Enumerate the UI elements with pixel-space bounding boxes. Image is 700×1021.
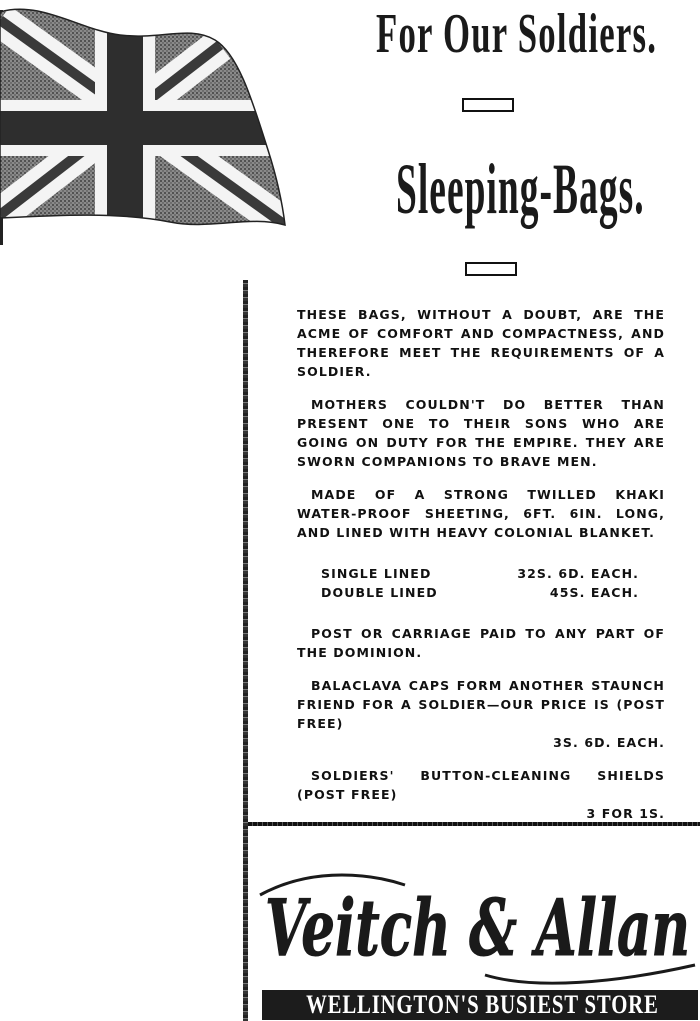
store-banner-text: WELLINGTON'S BUSIEST STORE — [306, 990, 659, 1019]
paragraph-materials: MADE OF A STRONG TWILLED KHAKI WATER-PROOF SHEETING, 6FT. 6IN. LONG, AND LINED WITH HEAVY COLONIAL BLANKET. — [297, 487, 665, 540]
paragraph-postage: POST OR CARRIAGE PAID TO ANY PART OF THE DOMINION. — [297, 626, 665, 660]
ornamental-divider — [462, 98, 514, 112]
price-value: 32S. 6D. EACH. — [517, 566, 639, 581]
price-value: 45S. EACH. — [549, 585, 639, 600]
veitch-allan-logo — [255, 855, 700, 995]
paragraph-mothers: MOTHERS COULDN'T DO BETTER THAN PRESENT ONE TO THEIR SONS WHO ARE GOING ON DUTY FOR THE EMPIRE. THEY ARE SWORN COMPANIONS TO BRAVE MEN. — [297, 397, 665, 469]
logo-script-text: Veitch & Allan — [265, 883, 690, 974]
advertisement-body — [297, 305, 665, 823]
column-border — [243, 280, 248, 1021]
price-item: SINGLE LINED — [321, 566, 432, 581]
balaclava-price: 3S. 6D. EACH. — [553, 735, 665, 750]
price-list — [297, 564, 665, 602]
ornamental-divider — [465, 262, 517, 276]
paragraph-balaclava: BALACLAVA CAPS FORM ANOTHER STAUNCH FRIEND FOR A SOLDIER—OUR PRICE IS (POST FREE) — [297, 678, 665, 731]
section-divider — [248, 822, 700, 826]
price-row — [297, 564, 665, 583]
price-item: DOUBLE LINED — [321, 585, 438, 600]
price-row — [297, 583, 665, 602]
store-banner — [262, 990, 698, 1020]
headline: For Our Soldiers. — [376, 3, 658, 65]
subheadline: Sleeping-Bags. — [396, 149, 645, 229]
union-jack-flag-illustration — [0, 0, 290, 245]
paragraph-shields: SOLDIERS' BUTTON-CLEANING SHIELDS (POST FREE) — [297, 768, 665, 802]
paragraph-intro: THESE BAGS, WITHOUT A DOUBT, ARE THE ACME OF COMFORT AND COMPACTNESS, AND THEREFORE MEET THE REQUIREMENTS OF A SOLDIER. — [297, 307, 665, 379]
shields-price: 3 FOR 1S. — [586, 806, 665, 821]
